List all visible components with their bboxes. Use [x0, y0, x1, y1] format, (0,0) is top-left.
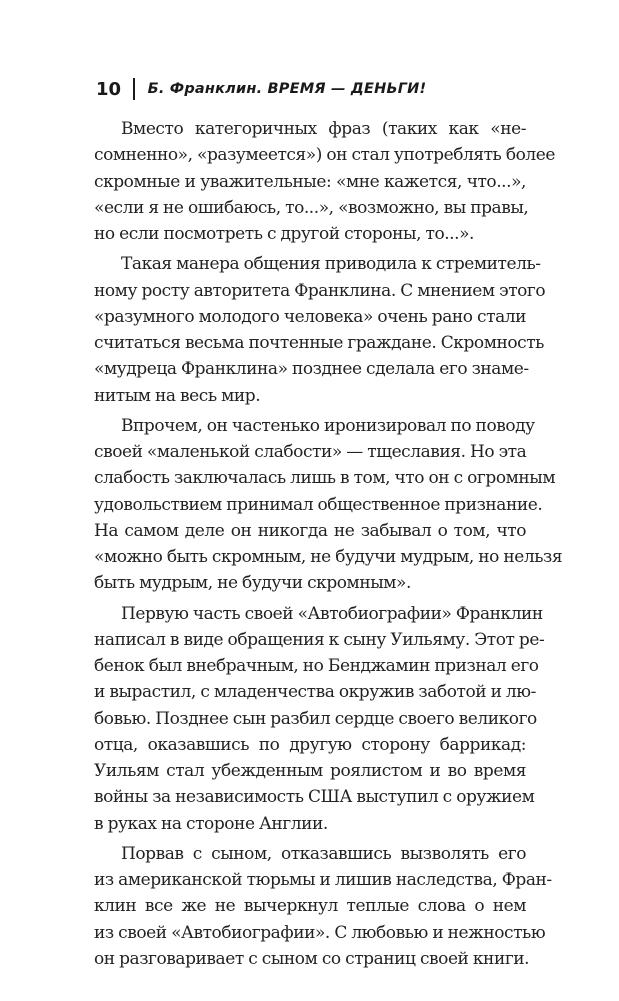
text-line: он разговаривает с сыном со страниц своей книги.: [94, 948, 530, 969]
running-title: Б. Франклин. ВРЕМЯ — ДЕНЬГИ!: [147, 81, 427, 97]
text-line: «мудреца Франклина» позднее сделала его знаме-: [94, 359, 529, 380]
text-line: Первую часть своей «Автобиографии» Франклин: [121, 603, 543, 624]
text-line: и вырастил, с младенчества окружив заботой и лю-: [94, 682, 536, 703]
text-line: «если я не ошибаюсь, то...», «возможно, вы правы,: [94, 197, 529, 218]
text-line: войны за независимость США выступил с оружием: [94, 787, 535, 808]
text-line: Порвав с сыном, отказавшись вызволять его: [121, 843, 526, 864]
text-line: Впрочем, он частенько иронизировал по поводу: [121, 415, 535, 436]
paragraph: [94, 841, 552, 972]
text-line: быть мудрым, не будучи скромным».: [94, 573, 411, 594]
paragraph: [94, 251, 546, 409]
text-line: ному росту авторитета Франклина. С мнением этого: [94, 280, 546, 301]
header-divider: [133, 78, 135, 100]
text-line: своей «маленькой слабости» — тщеславия. Но эта: [94, 442, 527, 462]
text-line: удовольствием принимал общественное признание.: [94, 494, 543, 515]
text-line: считаться весьма почтенные граждане. Скромность: [94, 333, 544, 353]
text-line: «разумного молодого человека» очень рано стали: [94, 306, 526, 327]
running-header: [96, 76, 426, 102]
text-line: слабость заключалась лишь в том, что он с огромным: [94, 468, 556, 489]
text-line: в руках на стороне Англии.: [94, 813, 328, 834]
paragraph: [94, 413, 563, 597]
text-line: из своей «Автобиографии». С любовью и нежностью: [94, 922, 546, 943]
page-number: 10: [96, 78, 122, 100]
text-line: сомненно», «разумеется») он стал употреблять более: [94, 145, 555, 166]
text-line: бенок был внебрачным, но Бенджамин признал его: [94, 656, 539, 676]
text-line: скромные и уважительные: «мне кажется, что...»,: [94, 171, 526, 192]
text-line: отца, оказавшись по другую сторону баррикад:: [94, 734, 526, 755]
text-line: Такая манера общения приводила к стремитель-: [121, 254, 541, 275]
text-line: Вместо категоричных фраз (таких как «не-: [121, 119, 526, 139]
text-line: из американской тюрьмы и лишив наследства, Фран-: [94, 870, 552, 890]
text-line: клин все же не вычеркнул теплые слова о нем: [94, 896, 526, 917]
text-line: написал в виде обращения к сыну Уильяму. Этот ре-: [94, 629, 545, 650]
text-line: Уильям стал убежденным роялистом и во время: [94, 761, 526, 781]
text-line: бовью. Позднее сын разбил сердце своего великого: [94, 708, 537, 729]
text-line: На самом деле он никогда не забывал о том, что: [94, 520, 526, 541]
text-line: «можно быть скромным, не будучи мудрым, но нельзя: [94, 547, 563, 567]
body-text: [94, 116, 563, 976]
text-line: нитым на весь мир.: [94, 385, 261, 406]
paragraph: [94, 116, 555, 247]
text-line: но если посмотреть с другой стороны, то...».: [94, 224, 474, 244]
paragraph: [94, 601, 545, 837]
